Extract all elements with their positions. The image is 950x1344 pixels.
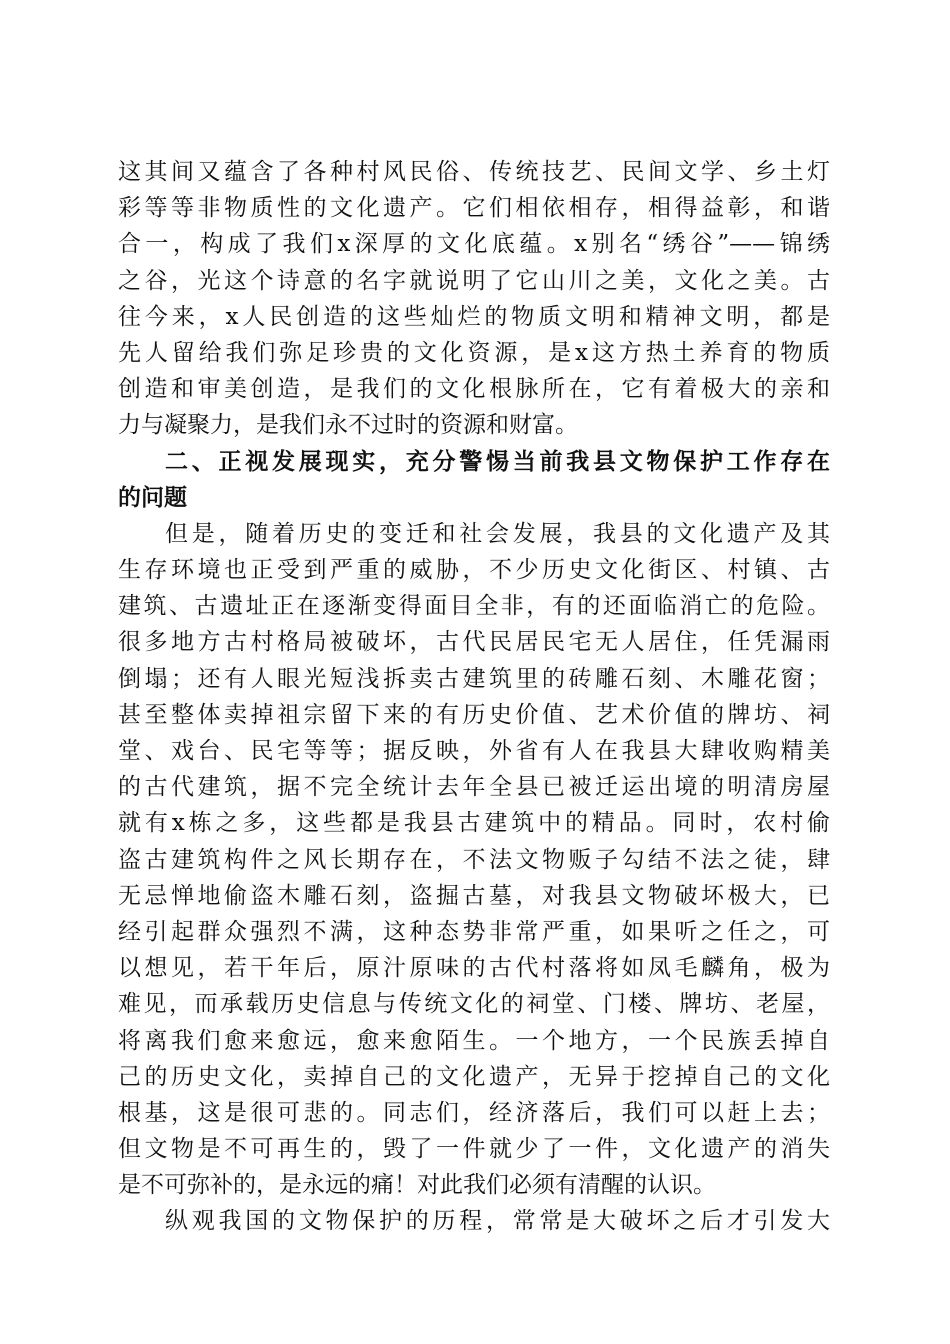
section-heading-continued: 的问题 bbox=[118, 484, 187, 511]
text-line: 很多地方古村格局被破坏，古代民居民宅无人居住，任凭漏雨 bbox=[118, 629, 830, 656]
paragraph-start: 纵观我国的文物保护的历程，常常是大破坏之后才引发大 bbox=[165, 1208, 830, 1235]
text-line: 但文物是不可再生的，毁了一件就少了一件，文化遗产的消失 bbox=[118, 1136, 830, 1163]
text-line: 彩等等非物质性的文化遗产。它们相依相存，相得益彰，和谐 bbox=[118, 195, 830, 222]
text-line: 将离我们愈来愈远，愈来愈陌生。一个地方，一个民族丢掉自 bbox=[118, 1027, 830, 1054]
text-line: 这其间又蕴含了各种村风民俗、传统技艺、民间文学、乡土灯 bbox=[118, 159, 830, 185]
text-line: 以想见，若干年后，原汁原味的古代村落将如凤毛麟角，极为 bbox=[118, 955, 830, 982]
body-text bbox=[118, 154, 830, 1240]
section-heading: 二、正视发展现实，充分警惕当前我县文物保护工作存在 bbox=[165, 448, 830, 475]
text-line: 堂、戏台、民宅等等；据反映，外省有人在我县大肆收购精美 bbox=[118, 738, 830, 764]
text-line: 盗古建筑构件之风长期存在，不法文物贩子勾结不法之徒，肆 bbox=[118, 846, 830, 873]
text-line: 生存环境也正受到严重的威胁，不少历史文化街区、村镇、古 bbox=[118, 557, 830, 584]
text-line: 根基，这是很可悲的。同志们，经济落后，我们可以赶上去； bbox=[118, 1099, 830, 1126]
text-line: 就有x栋之多，这些都是我县古建筑中的精品。同时，农村偷 bbox=[118, 810, 830, 837]
text-line: 的古代建筑，据不完全统计去年全县已被迁运出境的明清房屋 bbox=[118, 774, 830, 801]
text-line: 倒塌；还有人眼光短浅拆卖古建筑里的砖雕石刻、木雕花窗； bbox=[118, 665, 830, 692]
text-line: 经引起群众强烈不满，这种态势非常严重，如果听之任之，可 bbox=[118, 918, 830, 945]
text-line: 建筑、古遗址正在逐渐变得面目全非，有的还面临消亡的危险。 bbox=[118, 593, 830, 620]
text-line: 是不可弥补的，是永远的痛！对此我们必须有清醒的认识。 bbox=[118, 1172, 716, 1199]
text-line: 先人留给我们弥足珍贵的文化资源，是x这方热土养育的物质 bbox=[118, 339, 830, 366]
text-line: 无忌惮地偷盗木雕石刻，盗掘古墓，对我县文物破坏极大，已 bbox=[118, 882, 830, 909]
text-line: 创造和审美创造，是我们的文化根脉所在，它有着极大的亲和 bbox=[118, 376, 830, 403]
paragraph-start: 但是，随着历史的变迁和社会发展，我县的文化遗产及其 bbox=[165, 520, 830, 547]
text-line: 之谷，光这个诗意的名字就说明了它山川之美，文化之美。古 bbox=[118, 267, 830, 294]
text-line: 难见，而承载历史信息与传统文化的祠堂、门楼、牌坊、老屋， bbox=[118, 991, 830, 1018]
text-line: 甚至整体卖掉祖宗留下来的有历史价值、艺术价值的牌坊、祠 bbox=[118, 701, 830, 728]
text-line: 合一，构成了我们x深厚的文化底蕴。x别名“绣谷”——锦绣 bbox=[118, 231, 830, 258]
text-line: 往今来，x人民创造的这些灿烂的物质文明和精神文明，都是 bbox=[118, 303, 830, 330]
text-line: 己的历史文化，卖掉自己的文化遗产，无异于挖掉自己的文化 bbox=[118, 1063, 830, 1090]
text-line: 力与凝聚力，是我们永不过时的资源和财富。 bbox=[118, 412, 578, 439]
